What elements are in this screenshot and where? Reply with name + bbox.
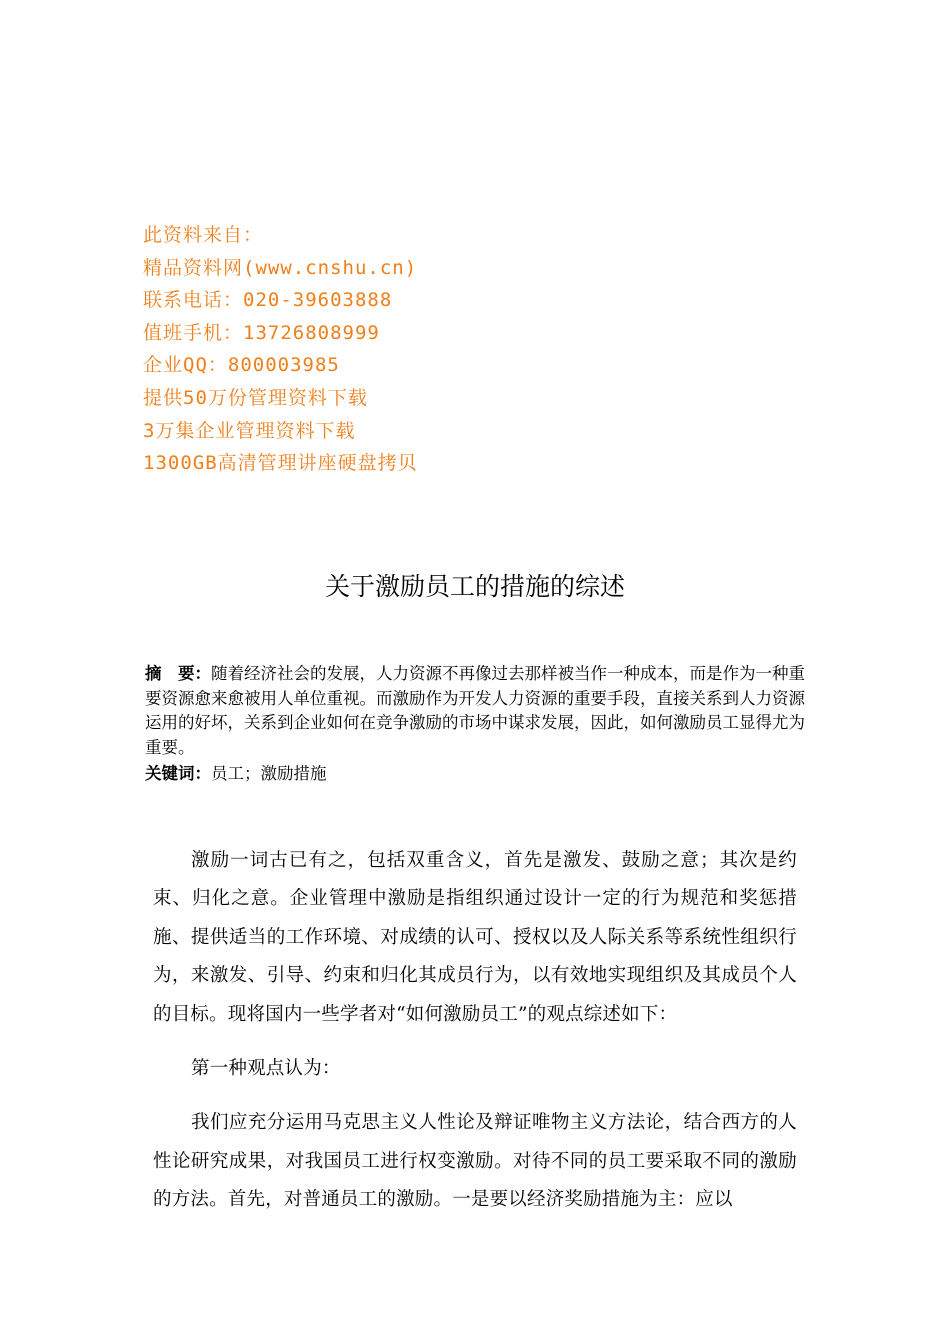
body-paragraph-3: 我们应充分运用马克思主义人性论及辩证唯物主义方法论，结合西方的人性论研究成果，对我国员工进行权变激励。对待不同的员工要采取不同的激励的方法。首先，对普通员工的激励。一是要以经济奖励措施为主：应以 (153, 1112, 797, 1211)
keywords (145, 762, 805, 786)
source-line-offer-2: 3万集企业管理资料下载 (143, 419, 356, 442)
abstract-text: 随着经济社会的发展，人力资源不再像过去那样被当作一种成本，而是作为一种重要资源愈来愈被用人单位重视。而激励作为开发人力资源的重要手段，直接关系到人力资源运用的好坏，关系到企业如何在竞争激励的市场中谋求发展，因此，如何激励员工显得尤为重要。 (145, 664, 805, 757)
source-line-intro: 此资料来自： (143, 224, 264, 246)
document-body (153, 842, 797, 1236)
document-title: 关于激励员工的措施的综述 (324, 572, 625, 601)
source-info-block (143, 219, 703, 480)
abstract (145, 662, 805, 760)
source-line-mobile: 值班手机：13726808999 (143, 321, 380, 344)
body-paragraph-1: 激励一词古已有之，包括双重含义，首先是激发、鼓励之意；其次是约束、归化之意。企业管理中激励是指组织通过设计一定的行为规范和奖惩措施、提供适当的工作环境、对成绩的认可、授权以及人际关系等系统性组织行为，来激发、引导、约束和归化其成员行为，以有效地实现组织及其成员个人的目标。现将国内一些学者对“如何激励员工”的观点综述如下： (153, 850, 797, 1025)
keywords-text: 员工；激励措施 (211, 764, 327, 783)
source-line-qq: 企业QQ：800003985 (143, 354, 340, 377)
source-line-offer-1: 提供50万份管理资料下载 (143, 386, 368, 409)
source-line-offer-3: 1300GB高清管理讲座硬盘拷贝 (143, 452, 418, 475)
keywords-label: 关键词： (145, 764, 211, 783)
source-line-website[interactable]: 精品资料网(www.cnshu.cn) (143, 256, 418, 279)
abstract-label: 摘 要： (145, 664, 211, 683)
source-line-phone: 联系电话：020-39603888 (143, 289, 393, 312)
body-paragraph-2: 第一种观点认为： (191, 1058, 341, 1080)
